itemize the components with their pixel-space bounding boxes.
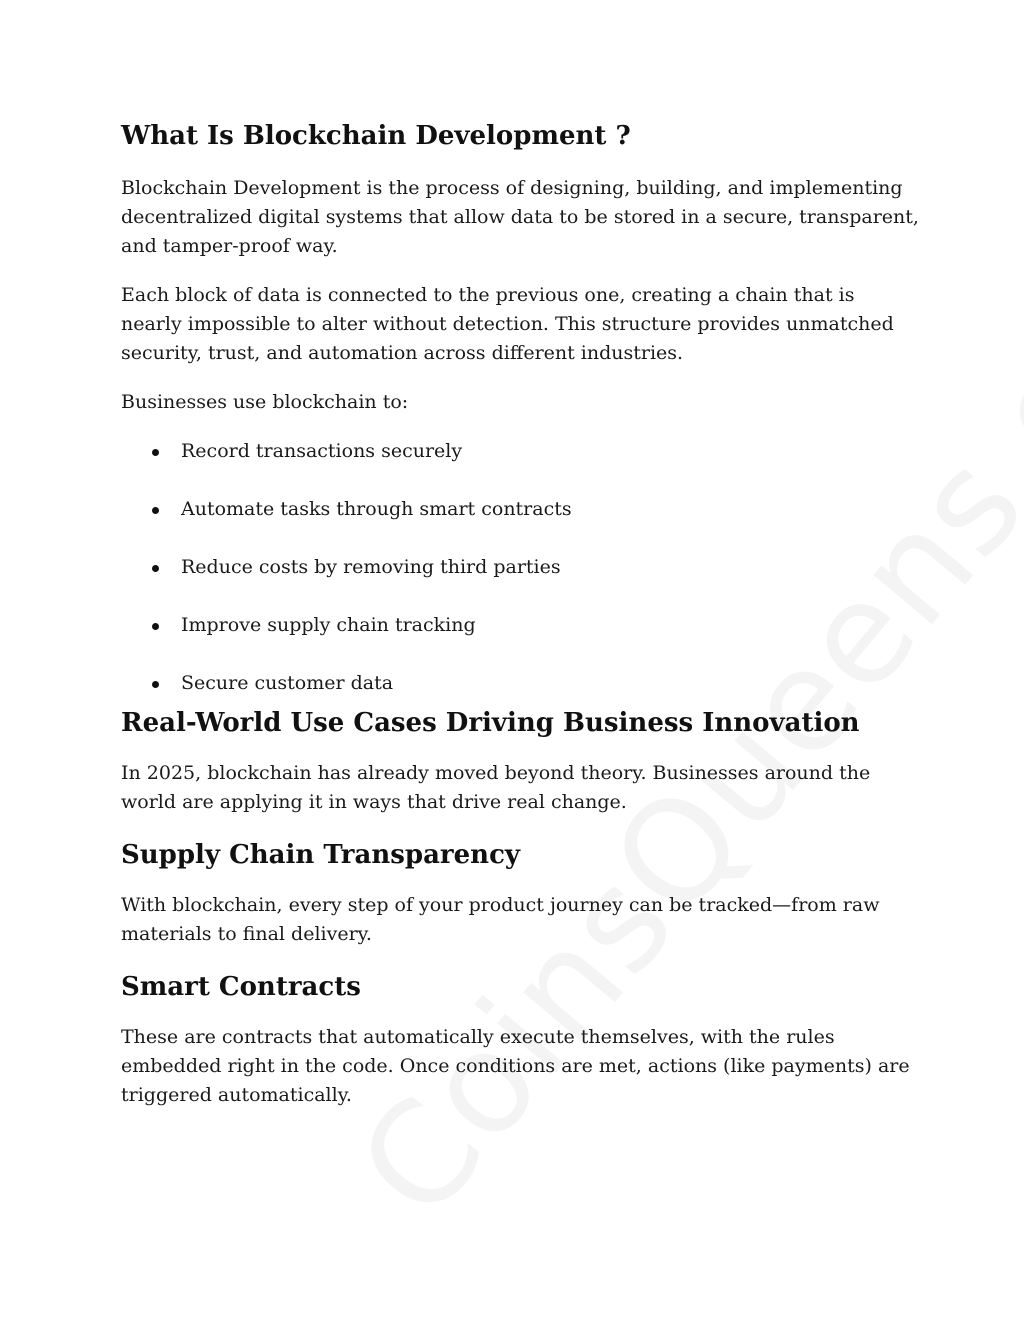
list-item: [121, 669, 921, 703]
list-item: [121, 611, 921, 669]
bullet-icon: [152, 623, 159, 630]
list-item-text: Record transactions securely: [181, 440, 463, 462]
heading-use-cases: Real-World Use Cases Driving Business Innovation: [121, 708, 860, 738]
bullet-icon: [152, 681, 159, 688]
heading-smart-contracts: Smart Contracts: [121, 972, 361, 1002]
bullet-icon: [152, 507, 159, 514]
smart-contracts-paragraph: These are contracts that automatically execute themselves, with the rules embedded right in the code. Once conditions are met, actions (like payments) are triggered automatically.: [121, 1026, 910, 1106]
heading-what-is-blockchain: What Is Blockchain Development ?: [121, 121, 631, 151]
bullet-icon: [152, 449, 159, 456]
document-content: [121, 112, 921, 1110]
list-item-text: Improve supply chain tracking: [181, 614, 476, 636]
list-item: [121, 495, 921, 553]
heading-supply-chain: Supply Chain Transparency: [121, 840, 521, 870]
list-item-text: Automate tasks through smart contracts: [181, 498, 572, 520]
list-item: [121, 553, 921, 611]
intro-paragraph-3: Businesses use blockchain to:: [121, 391, 409, 413]
list-item-text: Reduce costs by removing third parties: [181, 556, 561, 578]
blockchain-uses-list: [121, 437, 921, 703]
intro-paragraph-1: Blockchain Development is the process of designing, building, and implementing decentralized digital systems that allow data to be stored in a secure, transparent, and tamper-proof way.: [121, 177, 919, 257]
use-cases-paragraph: In 2025, blockchain has already moved beyond theory. Businesses around the world are applying it in ways that drive real change.: [121, 762, 871, 813]
list-item-text: Secure customer data: [181, 672, 394, 694]
list-item: [121, 437, 921, 495]
intro-paragraph-2: Each block of data is connected to the previous one, creating a chain that is nearly impossible to alter without detection. This structure provides unmatched security, trust, and automation across different industries.: [121, 284, 894, 364]
supply-chain-paragraph: With blockchain, every step of your product journey can be tracked—from raw materials to final delivery.: [121, 894, 880, 945]
bullet-icon: [152, 565, 159, 572]
